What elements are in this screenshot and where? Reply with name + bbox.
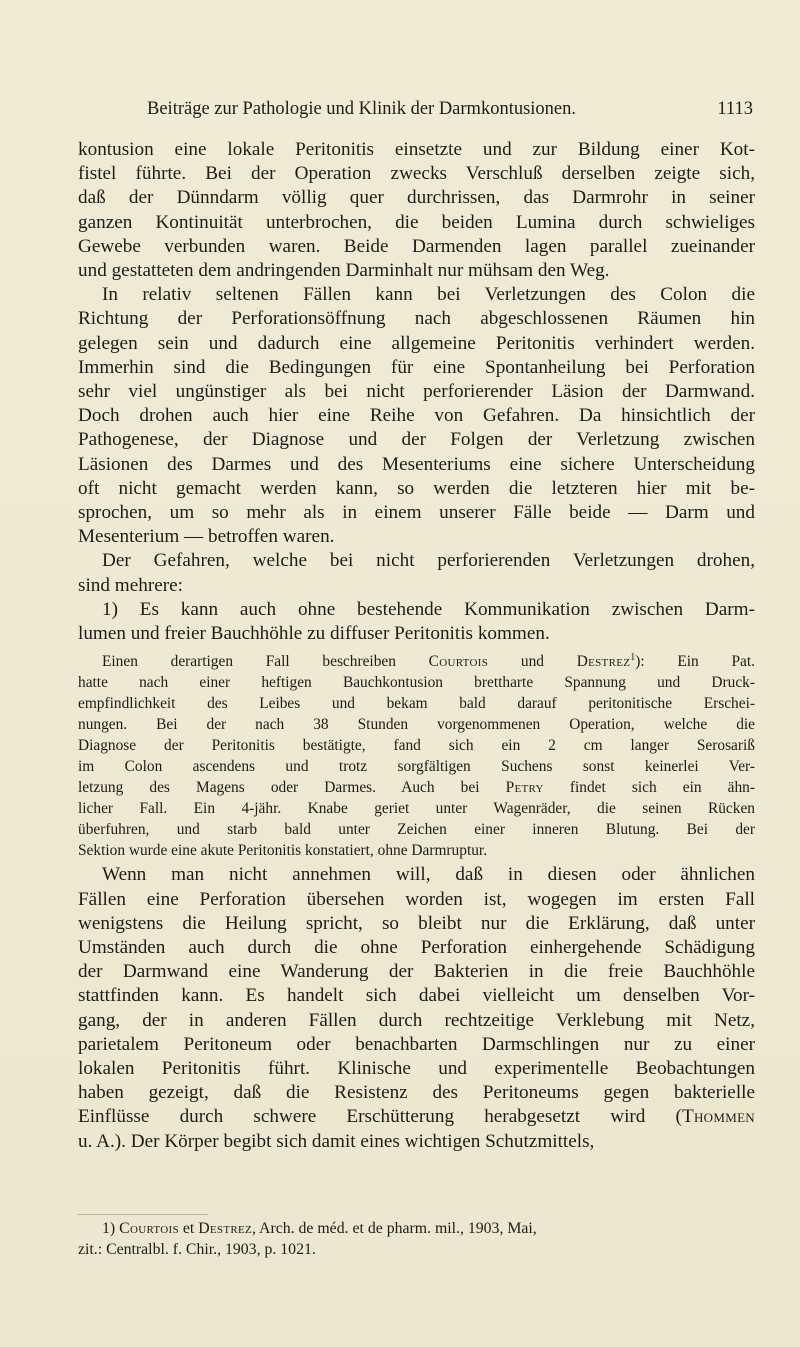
footnotes bbox=[78, 1219, 755, 1260]
running-title: Beiträge zur Pathologie und Klinik der Darmkontusionen. bbox=[147, 99, 577, 119]
text-line: licher Fall. Ein 4-jähr. Knabe geriet unter Wagenräder, die seinen Rücken bbox=[78, 799, 755, 817]
footnote-marker: 1 bbox=[630, 652, 636, 664]
footnote-marker: 1) bbox=[102, 1220, 116, 1237]
text-line: gelegen sein und dadurch eine allgemeine Peritonitis verhindert werden. bbox=[78, 332, 755, 354]
text-line: der Darmwand eine Wanderung der Bakterien in die freie Bauchhöhle bbox=[78, 961, 755, 983]
text-line: überfuhren, und starb bald unter Zeichen einer inneren Blutung. Bei der bbox=[78, 820, 755, 838]
text-line bbox=[78, 778, 755, 799]
text-line bbox=[78, 1105, 755, 1129]
text-fragment: und bbox=[488, 653, 577, 671]
text-line bbox=[78, 648, 755, 673]
text-line: und gestatteten dem andringenden Darminhalt nur mühsam den Weg. bbox=[78, 260, 610, 282]
text-line: wenigstens die Heilung spricht, so bleibt nur die Erklärung, daß unter bbox=[78, 912, 755, 934]
author-name: Destrez bbox=[198, 1220, 253, 1237]
text-line: gang, der in anderen Fällen durch rechtzeitige Verklebung mit Netz, bbox=[78, 1009, 755, 1031]
text-line: ganzen Kontinuität unterbrochen, die beiden Lumina durch schwieliges bbox=[78, 211, 755, 233]
paragraph-2 bbox=[78, 283, 755, 549]
text-line: parietalem Peritoneum oder benachbarten Darmschlingen nur zu einer bbox=[78, 1033, 755, 1055]
text-line: Mesenterium — betroffen waren. bbox=[78, 526, 335, 548]
text-line: haben gezeigt, daß die Resistenz des Peritoneums gegen bakterielle bbox=[78, 1082, 755, 1104]
text-line: stattfinden kann. Es handelt sich dabei vielleicht um denselben Vor- bbox=[78, 985, 755, 1007]
paragraph-4 bbox=[78, 598, 755, 646]
text-line: u. A.). Der Körper begibt sich damit eines wichtigen Schutzmittels, bbox=[78, 1130, 595, 1152]
text-line: Wenn man nicht annehmen will, daß in diesen oder ähnlichen bbox=[102, 864, 755, 886]
footnote-line bbox=[78, 1219, 755, 1240]
text-fragment: et bbox=[178, 1220, 199, 1237]
text-line: Doch drohen auch hier eine Reihe von Gefahren. Da hinsichtlich der bbox=[78, 405, 755, 427]
text-line: In relativ seltenen Fällen kann bei Verletzungen des Colon die bbox=[102, 284, 755, 306]
text-line: Läsionen des Darmes und des Mesenteriums eine sichere Unterscheidung bbox=[78, 453, 755, 475]
text-fragment: Einflüsse durch schwere Erschütterung herabgesetzt wird ( bbox=[78, 1106, 682, 1128]
text-line: empfindlichkeit des Leibes und bekam bald darauf peritonitische Erschei- bbox=[78, 695, 755, 713]
author-name: Courtois bbox=[119, 1220, 179, 1237]
author-name: Courtois bbox=[428, 653, 489, 671]
author-name: Thommen bbox=[681, 1106, 755, 1128]
text-line: Immerhin sind die Bedingungen für eine Spontanheilung bei Perforation bbox=[78, 356, 755, 378]
text-line: sehr viel ungünstiger als bei nicht perforierender Läsion der Darmwand. bbox=[78, 381, 755, 403]
footnote-divider bbox=[78, 1214, 208, 1215]
author-name: Petry bbox=[505, 778, 544, 796]
text-fragment: Einen derartigen Fall beschreiben bbox=[102, 653, 429, 671]
text-line: lokalen Peritonitis führt. Klinische und experimentelle Beobachtungen bbox=[78, 1058, 755, 1080]
text-line: Pathogenese, der Diagnose und der Folgen der Verletzung zwischen bbox=[78, 429, 755, 451]
text-line: Der Gefahren, welche bei nicht perforierenden Verletzungen drohen, bbox=[102, 550, 755, 572]
main-text bbox=[78, 138, 755, 1154]
footnote-line: zit.: Centralbl. f. Chir., 1903, p. 1021. bbox=[78, 1240, 316, 1258]
text-line: fistel führte. Bei der Operation zwecks Verschluß derselben zeigte sich, bbox=[78, 163, 755, 185]
text-fragment: , Arch. de méd. et de pharm. mil., 1903, Mai, bbox=[252, 1220, 537, 1237]
text-line: Richtung der Perforationsöffnung nach abgeschlossenen Räumen hin bbox=[78, 308, 755, 330]
text-line: Gewebe verbunden waren. Beide Darmenden lagen parallel zueinander bbox=[78, 235, 755, 257]
page-number: 1113 bbox=[717, 99, 753, 119]
text-line: Sektion wurde eine akute Peritonitis konstatiert, ohne Darmruptur. bbox=[78, 841, 488, 859]
running-header bbox=[147, 94, 753, 124]
text-line: sprochen, um so mehr als in einem unserer Fälle beide — Darm und bbox=[78, 502, 755, 524]
text-line: Umständen auch durch die ohne Perforation einhergehende Schädigung bbox=[78, 937, 755, 959]
text-fragment: letzung des Magens oder Darmes. Auch bei bbox=[78, 778, 506, 796]
author-name: Destrez bbox=[576, 653, 631, 671]
text-line: oft nicht gemacht werden kann, so werden die letzteren hier mit be- bbox=[78, 477, 755, 499]
text-line: kontusion eine lokale Peritonitis einsetzte und zur Bildung einer Kot- bbox=[78, 139, 755, 160]
text-fragment: ): Ein Pat. bbox=[635, 653, 756, 671]
text-line: im Colon ascendens und trotz sorgfältigen Suchens sonst keinerlei Ver- bbox=[78, 757, 755, 775]
text-line: 1) Es kann auch ohne bestehende Kommunikation zwischen Darm- bbox=[102, 598, 755, 620]
text-line: Fällen eine Perforation übersehen worden ist, wogegen im ersten Fall bbox=[78, 888, 755, 910]
paragraph-1 bbox=[78, 138, 755, 283]
text-line: hatte nach einer heftigen Bauchkontusion brettharte Spannung und Druck- bbox=[78, 674, 755, 692]
paragraph-5 bbox=[78, 863, 755, 1153]
case-report-paragraph bbox=[78, 648, 755, 861]
text-line: Diagnose der Peritonitis bestätigte, fand sich ein 2 cm langer Serosariß bbox=[78, 737, 755, 755]
paragraph-3 bbox=[78, 549, 755, 597]
text-fragment: findet sich ein ähn- bbox=[543, 778, 756, 796]
text-line: nungen. Bei der nach 38 Stunden vorgenommenen Operation, welche die bbox=[78, 716, 755, 734]
text-line: lumen und freier Bauchhöhle zu diffuser Peritonitis kommen. bbox=[78, 623, 550, 645]
text-line: daß der Dünndarm völlig quer durchrissen, das Darmrohr in seiner bbox=[78, 187, 755, 209]
text-line: sind mehrere: bbox=[78, 574, 183, 596]
